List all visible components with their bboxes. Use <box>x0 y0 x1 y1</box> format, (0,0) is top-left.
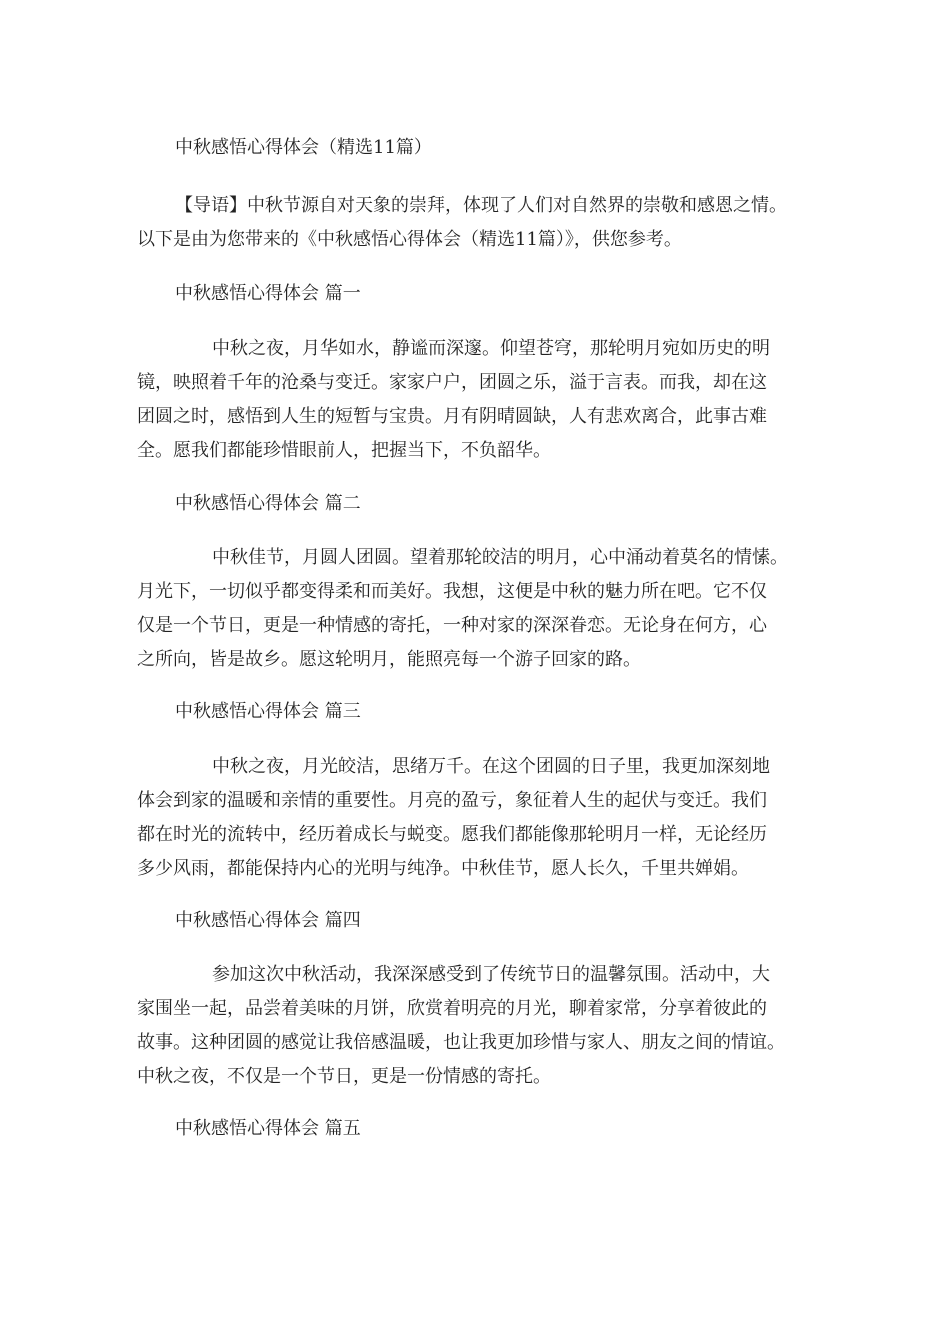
paragraph-line: 中秋佳节，月圆人团圆。望着那轮皎洁的明月，心中涌动着莫名的情愫。 <box>212 547 788 568</box>
paragraph-line: 中秋之夜，月华如水，静谧而深邃。仰望苍穹，那轮明月宛如历史的明 <box>212 338 770 359</box>
paragraph-line: 仅是一个节日，更是一种情感的寄托，一种对家的深深眷恋。无论身在何方，心 <box>137 615 767 636</box>
paragraph-line: 体会到家的温暖和亲情的重要性。月亮的盈亏，象征着人生的起伏与变迁。我们 <box>137 790 767 811</box>
paragraph-line: 中秋之夜，不仅是一个节日，更是一份情感的寄托。 <box>137 1066 551 1087</box>
section-heading-3: 中秋感悟心得体会 篇三 <box>175 701 361 722</box>
paragraph-line: 全。愿我们都能珍惜眼前人，把握当下，不负韶华。 <box>137 440 551 461</box>
section-heading-1: 中秋感悟心得体会 篇一 <box>175 283 361 304</box>
paragraph-line: 家围坐一起，品尝着美味的月饼，欣赏着明亮的月光，聊着家常，分享着彼此的 <box>137 998 767 1019</box>
intro-line-2: 以下是由为您带来的《中秋感悟心得体会（精选11篇）》，供您参考。 <box>137 229 682 250</box>
section-heading-4: 中秋感悟心得体会 篇四 <box>175 910 361 931</box>
paragraph-line: 团圆之时，感悟到人生的短暂与宝贵。月有阴晴圆缺，人有悲欢离合，此事古难 <box>137 406 767 427</box>
paragraph-line: 镜，映照着千年的沧桑与变迁。家家户户，团圆之乐，溢于言表。而我，却在这 <box>137 372 767 393</box>
paragraph-line: 之所向，皆是故乡。愿这轮明月，能照亮每一个游子回家的路。 <box>137 649 641 670</box>
paragraph-line: 多少风雨，都能保持内心的光明与纯净。中秋佳节，愿人长久，千里共婵娟。 <box>137 858 749 879</box>
document-title: 中秋感悟心得体会（精选11篇） <box>175 137 432 158</box>
section-heading-2: 中秋感悟心得体会 篇二 <box>175 493 361 514</box>
paragraph-line: 参加这次中秋活动，我深深感受到了传统节日的温馨氛围。活动中，大 <box>212 964 770 985</box>
paragraph-line: 月光下，一切似乎都变得柔和而美好。我想，这便是中秋的魅力所在吧。它不仅 <box>137 581 767 602</box>
section-heading-5: 中秋感悟心得体会 篇五 <box>175 1118 361 1139</box>
paragraph-line: 中秋之夜，月光皎洁，思绪万千。在这个团圆的日子里，我更加深刻地 <box>212 756 770 777</box>
paragraph-line: 都在时光的流转中，经历着成长与蜕变。愿我们都能像那轮明月一样，无论经历 <box>137 824 767 845</box>
intro-line-1: 【导语】中秋节源自对天象的崇拜，体现了人们对自然界的崇敬和感恩之情。 <box>175 195 787 216</box>
paragraph-line: 故事。这种团圆的感觉让我倍感温暖，也让我更加珍惜与家人、朋友之间的情谊。 <box>137 1032 785 1053</box>
